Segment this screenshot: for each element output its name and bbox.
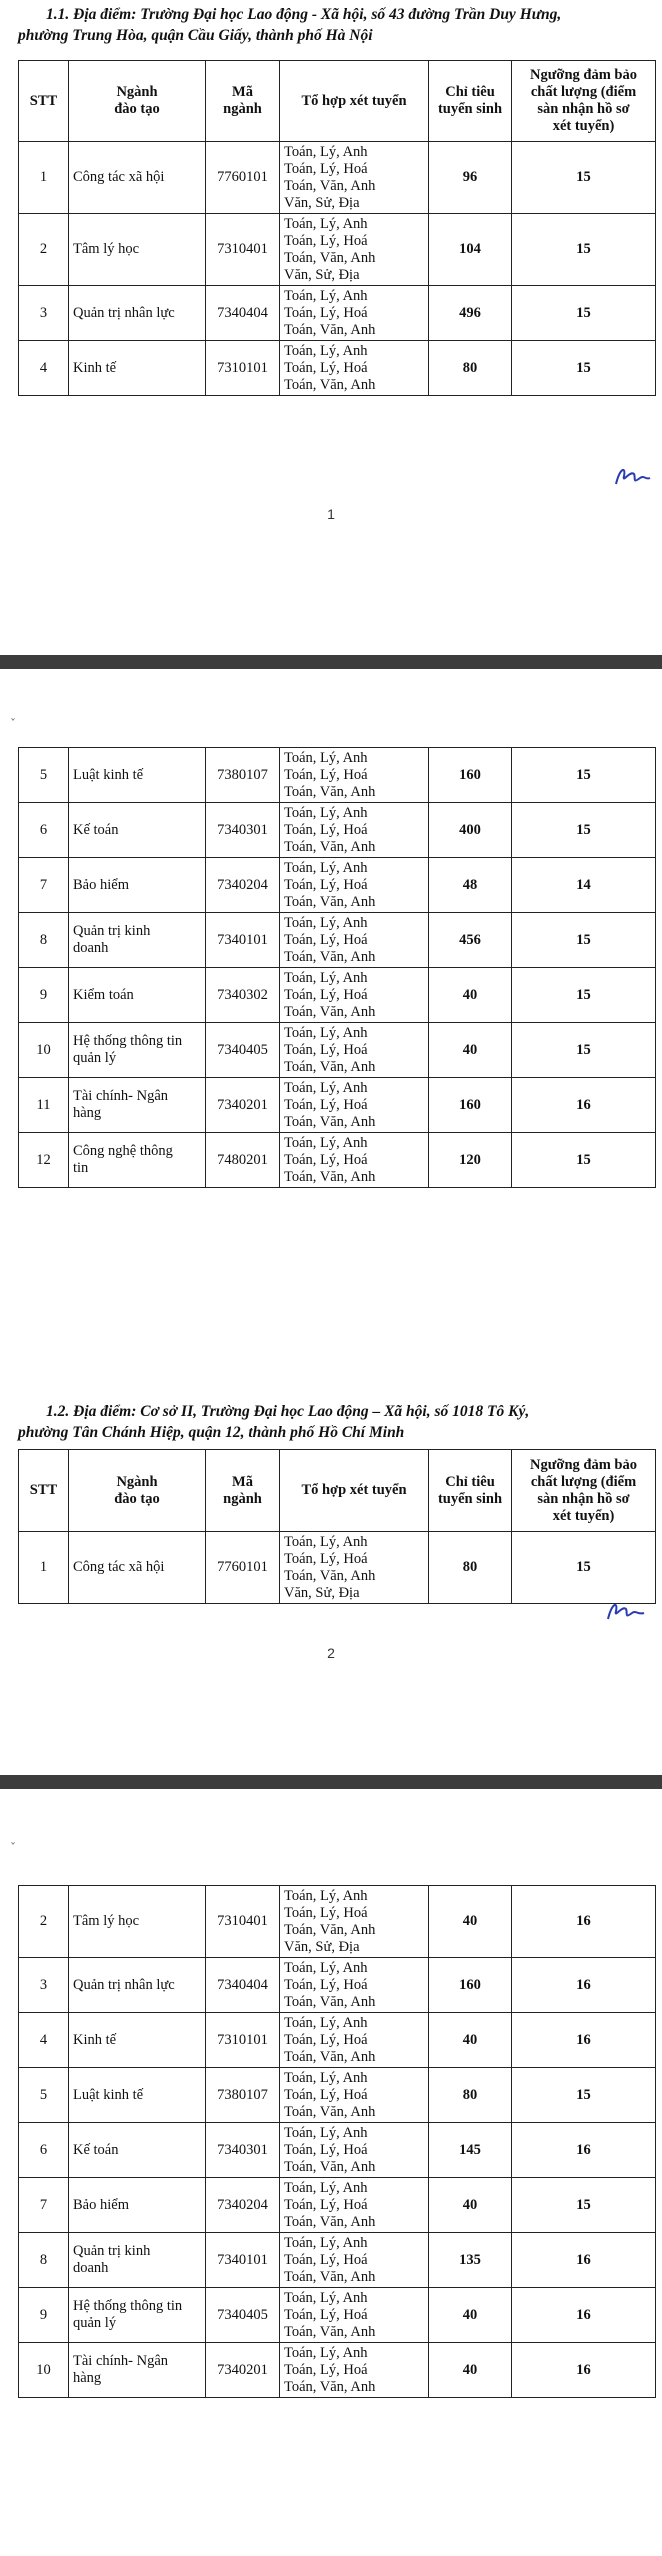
combo-line: Toán, Văn, Anh (284, 1003, 376, 1020)
table-row (19, 2068, 656, 2123)
combo-line: Toán, Lý, Anh (284, 2124, 368, 2141)
cell-threshold: 15 (512, 286, 656, 341)
cell-major (69, 2343, 206, 2398)
table-row (19, 748, 656, 803)
header-combo: Tổ hợp xét tuyển (280, 1450, 429, 1532)
section-heading-hanoi: 1.1. Địa điểm: Trường Đại học Lao động - Xã hội, số 43 đường Trần Duy Hưng, phường Trung Hòa, quận Cầu Giấy, thành phố Hà Nội (18, 6, 562, 44)
cell-quota: 40 (429, 2288, 512, 2343)
cell-major (69, 286, 206, 341)
combo-line: Toán, Lý, Hoá (284, 931, 368, 948)
combo-line: Toán, Lý, Hoá (284, 2196, 368, 2213)
table-row (19, 1023, 656, 1078)
combo-line: Toán, Văn, Anh (284, 2268, 376, 2285)
admission-table-hcmc-part2 (18, 1885, 656, 2398)
cell-quota: 40 (429, 968, 512, 1023)
cell-code: 7340201 (206, 1078, 280, 1133)
cell-stt: 10 (19, 1023, 69, 1078)
cell-quota: 40 (429, 1023, 512, 1078)
combo-line: Toán, Lý, Hoá (284, 1904, 368, 1921)
section-heading-hcmc: 1.2. Địa điểm: Cơ sở II, Trường Đại học Lao động – Xã hội, số 1018 Tô Ký, phường Tân Chánh Hiệp, quận 12, thành phố Hồ Chí Minh (18, 1403, 530, 1441)
cell-stt: 3 (19, 1958, 69, 2013)
cell-code: 7480201 (206, 1133, 280, 1188)
cell-combos (280, 968, 429, 1023)
cell-combos (280, 341, 429, 396)
combo-line: Toán, Lý, Hoá (284, 986, 368, 1003)
combo-line: Toán, Lý, Anh (284, 1079, 368, 1096)
cell-quota: 145 (429, 2123, 512, 2178)
admission-table-hcmc-part1 (18, 1449, 656, 1604)
cell-code: 7760101 (206, 142, 280, 214)
cell-stt: 11 (19, 1078, 69, 1133)
combo-line: Toán, Lý, Hoá (284, 1096, 368, 1113)
cell-stt: 4 (19, 2013, 69, 2068)
cell-stt: 1 (19, 1532, 69, 1604)
scan-mark: ˇ (10, 1841, 16, 1855)
cell-quota: 48 (429, 858, 512, 913)
cell-combos (280, 2343, 429, 2398)
combo-line: Toán, Lý, Hoá (284, 1151, 368, 1168)
combo-line: Toán, Lý, Anh (284, 143, 368, 160)
cell-combos (280, 286, 429, 341)
table-row (19, 803, 656, 858)
combo-line: Toán, Văn, Anh (284, 2048, 376, 2065)
cell-stt: 2 (19, 1886, 69, 1958)
header-stt: STT (19, 1450, 69, 1532)
cell-major (69, 748, 206, 803)
cell-stt: 1 (19, 142, 69, 214)
combo-line: Toán, Lý, Anh (284, 804, 368, 821)
cell-threshold: 15 (512, 1133, 656, 1188)
combo-line: Toán, Lý, Anh (284, 749, 368, 766)
cell-major (69, 142, 206, 214)
cell-combos (280, 1078, 429, 1133)
cell-stt: 3 (19, 286, 69, 341)
table-body (19, 748, 656, 1188)
cell-threshold: 15 (512, 2178, 656, 2233)
combo-line: Toán, Văn, Anh (284, 2213, 376, 2230)
cell-stt: 6 (19, 803, 69, 858)
cell-code: 7380107 (206, 2068, 280, 2123)
combo-line: Toán, Văn, Anh (284, 1058, 376, 1075)
cell-major (69, 2178, 206, 2233)
table-row (19, 1958, 656, 2013)
combo-line: Toán, Lý, Hoá (284, 821, 368, 838)
major-line: Kinh tế (73, 359, 117, 376)
combo-line: Toán, Văn, Anh (284, 177, 376, 194)
combo-line: Toán, Lý, Anh (284, 914, 368, 931)
combo-line: Toán, Văn, Anh (284, 1993, 376, 2010)
combo-line: Văn, Sử, Địa (284, 266, 360, 283)
combo-line: Toán, Văn, Anh (284, 249, 376, 266)
cell-combos (280, 2288, 429, 2343)
combo-line: Toán, Lý, Hoá (284, 2306, 368, 2323)
cell-threshold: 15 (512, 913, 656, 968)
document-page-3 (0, 1789, 662, 2556)
signature-mark (604, 1597, 646, 1625)
combo-line: Toán, Lý, Hoá (284, 2141, 368, 2158)
major-line: hàng (73, 2370, 102, 2386)
cell-threshold: 15 (512, 748, 656, 803)
table-row (19, 2233, 656, 2288)
cell-quota: 80 (429, 341, 512, 396)
cell-threshold: 15 (512, 968, 656, 1023)
major-line: tin (73, 1160, 89, 1176)
cell-threshold: 15 (512, 803, 656, 858)
document-page-1 (0, 0, 662, 655)
combo-line: Văn, Sử, Địa (284, 1584, 360, 1601)
cell-combos (280, 1886, 429, 1958)
cell-quota: 40 (429, 2343, 512, 2398)
header-major: Ngành đào tạo (69, 1450, 206, 1532)
cell-threshold: 16 (512, 1958, 656, 2013)
cell-stt: 7 (19, 2178, 69, 2233)
cell-threshold: 15 (512, 1532, 656, 1604)
admission-table-hanoi-part2 (18, 747, 656, 1188)
combo-line: Toán, Lý, Anh (284, 215, 368, 232)
table-row (19, 1886, 656, 1958)
cell-quota: 120 (429, 1133, 512, 1188)
table-row (19, 2178, 656, 2233)
cell-combos (280, 1958, 429, 2013)
header-stt: STT (19, 61, 69, 142)
cell-stt: 8 (19, 2233, 69, 2288)
table-row (19, 1133, 656, 1188)
major-line: Tài chính- Ngân (73, 2353, 169, 2369)
cell-major (69, 968, 206, 1023)
table-row (19, 2013, 656, 2068)
major-line: Hệ thống thông tin (73, 2298, 183, 2314)
combo-line: Toán, Lý, Anh (284, 2234, 368, 2251)
cell-major (69, 2123, 206, 2178)
cell-threshold: 15 (512, 142, 656, 214)
cell-major (69, 341, 206, 396)
major-line: Quản trị nhân lực (73, 1976, 175, 1993)
major-line: Kế toán (73, 821, 119, 838)
cell-combos (280, 2178, 429, 2233)
document-page-2 (0, 669, 662, 1775)
cell-threshold: 16 (512, 2343, 656, 2398)
major-line: Tài chính- Ngân (73, 1088, 169, 1104)
combo-line: Toán, Văn, Anh (284, 1168, 376, 1185)
major-line: Luật kinh tế (73, 2086, 144, 2103)
combo-line: Toán, Lý, Hoá (284, 1041, 368, 1058)
table-row (19, 968, 656, 1023)
cell-combos (280, 142, 429, 214)
combo-line: Toán, Lý, Anh (284, 342, 368, 359)
major-line: Luật kinh tế (73, 766, 144, 783)
combo-line: Toán, Văn, Anh (284, 2378, 376, 2395)
cell-major (69, 803, 206, 858)
header-code: Mã ngành (206, 1450, 280, 1532)
cell-threshold: 16 (512, 1078, 656, 1133)
cell-code: 7340301 (206, 803, 280, 858)
cell-stt: 12 (19, 1133, 69, 1188)
cell-combos (280, 2068, 429, 2123)
cell-threshold: 16 (512, 2233, 656, 2288)
cell-major (69, 1023, 206, 1078)
major-line: Quản trị kinh (73, 2243, 151, 2259)
combo-line: Toán, Lý, Anh (284, 1024, 368, 1041)
admission-table-hanoi-part1 (18, 60, 656, 396)
cell-code: 7340204 (206, 858, 280, 913)
table-row (19, 142, 656, 214)
table-row (19, 2343, 656, 2398)
cell-stt: 10 (19, 2343, 69, 2398)
cell-code: 7310401 (206, 1886, 280, 1958)
table-row (19, 1078, 656, 1133)
combo-line: Văn, Sử, Địa (284, 1938, 360, 1955)
cell-code: 7380107 (206, 748, 280, 803)
combo-line: Toán, Lý, Anh (284, 2179, 368, 2196)
table-body (19, 1886, 656, 2398)
major-line: Công nghệ thông (73, 1143, 173, 1159)
cell-code: 7340405 (206, 1023, 280, 1078)
cell-major (69, 1532, 206, 1604)
combo-line: Toán, Văn, Anh (284, 838, 376, 855)
cell-stt: 8 (19, 913, 69, 968)
cell-stt: 7 (19, 858, 69, 913)
cell-code: 7760101 (206, 1532, 280, 1604)
cell-quota: 80 (429, 2068, 512, 2123)
combo-line: Toán, Văn, Anh (284, 1113, 376, 1130)
cell-code: 7340302 (206, 968, 280, 1023)
cell-major (69, 913, 206, 968)
combo-line: Toán, Lý, Anh (284, 859, 368, 876)
combo-line: Toán, Lý, Hoá (284, 2361, 368, 2378)
table-header (19, 1450, 656, 1532)
page-separator (0, 1775, 662, 1789)
major-line: Kinh tế (73, 2031, 117, 2048)
major-line: doanh (73, 2260, 109, 2276)
cell-quota: 96 (429, 142, 512, 214)
table-header (19, 61, 656, 142)
table-body (19, 1532, 656, 1604)
cell-code: 7310101 (206, 2013, 280, 2068)
cell-threshold: 15 (512, 2068, 656, 2123)
combo-line: Văn, Sử, Địa (284, 194, 360, 211)
major-line: Hệ thống thông tin (73, 1033, 183, 1049)
cell-major (69, 2068, 206, 2123)
cell-major (69, 1133, 206, 1188)
cell-code: 7340204 (206, 2178, 280, 2233)
major-line: Bảo hiểm (73, 876, 129, 893)
cell-threshold: 14 (512, 858, 656, 913)
major-line: doanh (73, 940, 109, 956)
combo-line: Toán, Lý, Anh (284, 2069, 368, 2086)
cell-stt: 5 (19, 748, 69, 803)
cell-quota: 40 (429, 2178, 512, 2233)
major-line: Quản trị kinh (73, 923, 151, 939)
table-row (19, 214, 656, 286)
page-number: 2 (327, 1645, 335, 1661)
combo-line: Toán, Văn, Anh (284, 2158, 376, 2175)
combo-line: Toán, Lý, Anh (284, 2014, 368, 2031)
table-body (19, 142, 656, 396)
cell-threshold: 15 (512, 341, 656, 396)
cell-quota: 160 (429, 1958, 512, 2013)
cell-threshold: 15 (512, 214, 656, 286)
header-threshold: Ngưỡng đảm bảo chất lượng (điểm sàn nhận hồ sơ xét tuyển) (512, 1450, 656, 1532)
cell-threshold: 16 (512, 2013, 656, 2068)
cell-combos (280, 2233, 429, 2288)
cell-stt: 5 (19, 2068, 69, 2123)
cell-code: 7310101 (206, 341, 280, 396)
major-line: Công tác xã hội (73, 1559, 165, 1575)
combo-line: Toán, Lý, Hoá (284, 1976, 368, 1993)
combo-line: Toán, Lý, Anh (284, 287, 368, 304)
cell-quota: 160 (429, 748, 512, 803)
table-row (19, 858, 656, 913)
header-quota: Chỉ tiêu tuyển sinh (429, 61, 512, 142)
cell-code: 7340404 (206, 1958, 280, 2013)
cell-combos (280, 803, 429, 858)
cell-stt: 6 (19, 2123, 69, 2178)
cell-code: 7340301 (206, 2123, 280, 2178)
combo-line: Toán, Lý, Hoá (284, 1550, 368, 1567)
combo-line: Toán, Lý, Anh (284, 1959, 368, 1976)
combo-line: Toán, Lý, Hoá (284, 2031, 368, 2048)
cell-combos (280, 2013, 429, 2068)
combo-line: Toán, Văn, Anh (284, 376, 376, 393)
cell-major (69, 1886, 206, 1958)
cell-major (69, 2013, 206, 2068)
cell-stt: 9 (19, 968, 69, 1023)
major-line: quản lý (73, 1050, 117, 1066)
combo-line: Toán, Văn, Anh (284, 2323, 376, 2340)
table-row (19, 913, 656, 968)
combo-line: Toán, Lý, Hoá (284, 160, 368, 177)
combo-line: Toán, Lý, Anh (284, 2344, 368, 2361)
table-row (19, 1532, 656, 1604)
cell-quota: 456 (429, 913, 512, 968)
cell-threshold: 16 (512, 1886, 656, 1958)
table-row (19, 2288, 656, 2343)
cell-combos (280, 2123, 429, 2178)
header-combo: Tổ hợp xét tuyển (280, 61, 429, 142)
major-line: Tâm lý học (73, 241, 140, 257)
combo-line: Toán, Lý, Hoá (284, 359, 368, 376)
combo-line: Toán, Văn, Anh (284, 2103, 376, 2120)
cell-threshold: 16 (512, 2123, 656, 2178)
cell-major (69, 2233, 206, 2288)
cell-combos (280, 1133, 429, 1188)
cell-combos (280, 1532, 429, 1604)
cell-combos (280, 214, 429, 286)
cell-code: 7340201 (206, 2343, 280, 2398)
signature-mark (612, 462, 652, 490)
combo-line: Toán, Lý, Anh (284, 2289, 368, 2306)
combo-line: Toán, Lý, Anh (284, 1887, 368, 1904)
cell-quota: 80 (429, 1532, 512, 1604)
cell-code: 7340405 (206, 2288, 280, 2343)
page-separator (0, 655, 662, 669)
cell-code: 7310401 (206, 214, 280, 286)
combo-line: Toán, Văn, Anh (284, 1567, 376, 1584)
combo-line: Toán, Lý, Hoá (284, 766, 368, 783)
combo-line: Toán, Lý, Anh (284, 1134, 368, 1151)
header-major: Ngành đào tạo (69, 61, 206, 142)
cell-threshold: 16 (512, 2288, 656, 2343)
cell-quota: 104 (429, 214, 512, 286)
combo-line: Toán, Lý, Anh (284, 1533, 368, 1550)
combo-line: Toán, Lý, Hoá (284, 2251, 368, 2268)
cell-quota: 400 (429, 803, 512, 858)
major-line: Tâm lý học (73, 1913, 140, 1929)
cell-major (69, 1078, 206, 1133)
cell-code: 7340404 (206, 286, 280, 341)
combo-line: Toán, Văn, Anh (284, 893, 376, 910)
header-quota: Chỉ tiêu tuyển sinh (429, 1450, 512, 1532)
combo-line: Toán, Văn, Anh (284, 948, 376, 965)
major-line: Bảo hiểm (73, 2196, 129, 2213)
cell-code: 7340101 (206, 913, 280, 968)
combo-line: Toán, Văn, Anh (284, 321, 376, 338)
cell-stt: 9 (19, 2288, 69, 2343)
cell-quota: 496 (429, 286, 512, 341)
combo-line: Toán, Lý, Hoá (284, 304, 368, 321)
combo-line: Toán, Lý, Hoá (284, 232, 368, 249)
major-line: Kiểm toán (73, 986, 134, 1003)
cell-quota: 40 (429, 1886, 512, 1958)
cell-major (69, 1958, 206, 2013)
page-number: 1 (327, 506, 335, 522)
cell-major (69, 214, 206, 286)
cell-code: 7340101 (206, 2233, 280, 2288)
major-line: Công tác xã hội (73, 169, 165, 185)
cell-quota: 160 (429, 1078, 512, 1133)
combo-line: Toán, Văn, Anh (284, 1921, 376, 1938)
cell-stt: 4 (19, 341, 69, 396)
cell-quota: 40 (429, 2013, 512, 2068)
scan-mark: ˇ (10, 717, 16, 731)
cell-combos (280, 858, 429, 913)
combo-line: Toán, Lý, Hoá (284, 876, 368, 893)
table-row (19, 2123, 656, 2178)
table-row (19, 286, 656, 341)
cell-major (69, 858, 206, 913)
cell-combos (280, 748, 429, 803)
cell-stt: 2 (19, 214, 69, 286)
major-line: Kế toán (73, 2141, 119, 2158)
header-threshold: Ngưỡng đảm bảo chất lượng (điểm sàn nhận hồ sơ xét tuyển) (512, 61, 656, 142)
combo-line: Toán, Văn, Anh (284, 783, 376, 800)
cell-major (69, 2288, 206, 2343)
combo-line: Toán, Lý, Hoá (284, 2086, 368, 2103)
cell-combos (280, 1023, 429, 1078)
cell-threshold: 15 (512, 1023, 656, 1078)
combo-line: Toán, Lý, Anh (284, 969, 368, 986)
table-row (19, 341, 656, 396)
cell-quota: 135 (429, 2233, 512, 2288)
cell-combos (280, 913, 429, 968)
header-code: Mã ngành (206, 61, 280, 142)
major-line: quản lý (73, 2315, 117, 2331)
major-line: Quản trị nhân lực (73, 304, 175, 321)
major-line: hàng (73, 1105, 102, 1121)
